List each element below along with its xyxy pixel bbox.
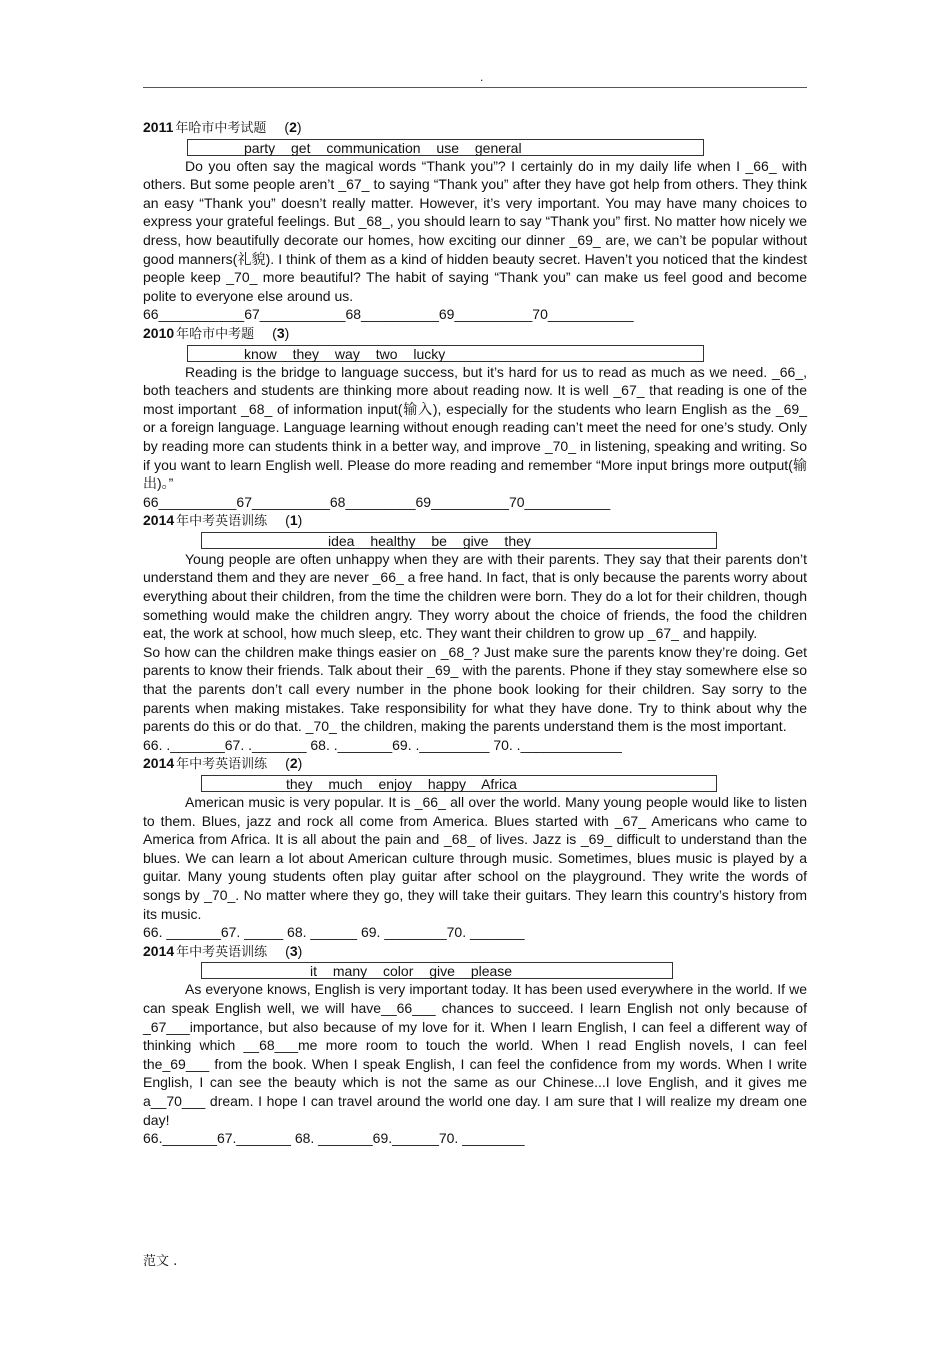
section-title: 2011 年哈市中考试题 (2)	[143, 119, 302, 136]
passage-paragraph: Do you often say the magical words “Thank you”? I certainly do in my daily life when I _66_ with others. But some people aren’t _67_ to saying “Thank you” after they have got help from others. They think an easy “Thank you” doesn’t really matter. However, it’s very important. You may have many choices to express your grateful feelings. But _68_, you should learn to say “Thank you” first. No matter how nicely we dress, how beautifully decorate our homes, how exciting our dinner _69_ are, we can’t be popular without good manners(礼貌). I think of them as a kind of hidden beauty secret. Haven’t you noticed that the kindest people keep _70_ more beautiful? The habit of saying “Thank you” can make us feel good and become polite to everyone else around us.	[143, 157, 807, 304]
passage	[143, 793, 807, 923]
word-bank-box: know they way two lucky	[187, 345, 704, 362]
page-header-mark: .	[480, 70, 484, 84]
word-bank-box: they much enjoy happy Africa	[201, 775, 717, 792]
exercise-section	[143, 942, 807, 1148]
word-bank-box: it many color give please	[201, 962, 673, 979]
exercise-section	[143, 118, 807, 324]
passage	[143, 157, 807, 306]
passage-paragraph: As everyone knows, English is very important today. It has been used everywhere in the world. If we can speak English well, we will have__66___ chances to succeed. I learn English not only because of _67___importance, but also because of my love for it. When I learn English, I can feel a different way of thinking which __68___me more room to touch the world. When I read English novels, I can feel the_69___ from the book. When I speak English, I can feel the confidence from my words. When I write English, I can see the beauty which is not the same as our Chinese...I love English, and it gives me a__70___ dream. I hope I can travel around the world one day. I am sure that I will realize my dream one day!	[143, 981, 807, 1128]
passage-paragraph: Young people are often unhappy when they are with their parents. They say that their parents don’t understand them and they are never _66_ a free hand. In fact, that is only because the parents worry about everything about their children, from the time the children were born. They do a lot for their children, though something would make the children angry. They worry about the choice of friends, the food the children eat, the work at school, how much sleep, etc. They want their children to grow up _67_ and happily.	[143, 550, 807, 642]
word-bank-box: party get communication use general	[187, 139, 704, 156]
passage-paragraph: American music is very popular. It is _66_ all over the world. Many young people would like to listen to them. Blues, jazz and rock all come from America. Blues started with _67_ Americans who came to America from Africa. It is all about the pain and _68_ of lives. Jazz is _69_ difficult to understand than the blues. We can learn a lot about American culture through music. Sometimes, blues music is played by a guitar. Many young students often play guitar after school on the playground. They write the words of songs by _70_. No matter where they go, they will take their guitars. They learn this country’s history from its music.	[143, 794, 807, 922]
section-title: 2014 年中考英语训练 (2)	[143, 755, 303, 773]
section-title: 2014 年中考英语训练 (1)	[143, 512, 303, 530]
document-body	[143, 118, 807, 1148]
passage	[143, 550, 807, 736]
passage	[143, 363, 807, 493]
word-bank-box: idea healthy be give they	[201, 532, 717, 549]
passage	[143, 980, 807, 1129]
passage-paragraph: Reading is the bridge to language success, but it’s hard for us to read as much as we need. _66_, both teachers and students are thinking more about reading now. It is well _67_ that reading is one of the most important _68_ of information input(输入), especially for the students who learn English as the _69_ or a foreign language. Language learning without enough reading can’t meet the need for one’s study. Only by reading more can students think in a better way, and improve _70_ in listening, speaking and writing. So if you want to learn English well. Please do more reading and remember “More input brings more output(输出)。”	[143, 363, 807, 492]
answer-blanks: 66. ._______67. ._______ 68. ._______69. ._________ 70. ._____________	[143, 736, 622, 753]
exercise-section	[143, 324, 807, 511]
page-footer: 范文 .	[143, 1254, 178, 1269]
exercise-section	[143, 754, 807, 941]
answer-blanks: 66._______67._______ 68. _______69.______70. ________	[143, 1130, 525, 1147]
answer-blanks: 66__________67__________68_________69__________70___________	[143, 493, 611, 510]
header-rule	[143, 87, 807, 88]
exercise-section	[143, 511, 807, 754]
answer-blanks: 66___________67___________68__________69__________70___________	[143, 306, 634, 323]
section-title: 2010 年哈市中考题 (3)	[143, 324, 290, 342]
answer-blanks: 66. _______67. _____ 68. ______ 69. ________70. _______	[143, 924, 525, 941]
section-title: 2014 年中考英语训练 (3)	[143, 942, 303, 960]
passage-paragraph: So how can the children make things easier on _68_? Just make sure the parents know they’re doing. Get parents to know their friends. Talk about their _69_ with the parents. Phone if they stay somewhere else so that the parents don’t call every number in the phone book looking for their children. Say sorry to the parents when making mistakes. Take responsibility for what they have done. Try to think about why the parents do this or do that. _70_ the children, making the parents understand them is the most important.	[143, 643, 807, 735]
